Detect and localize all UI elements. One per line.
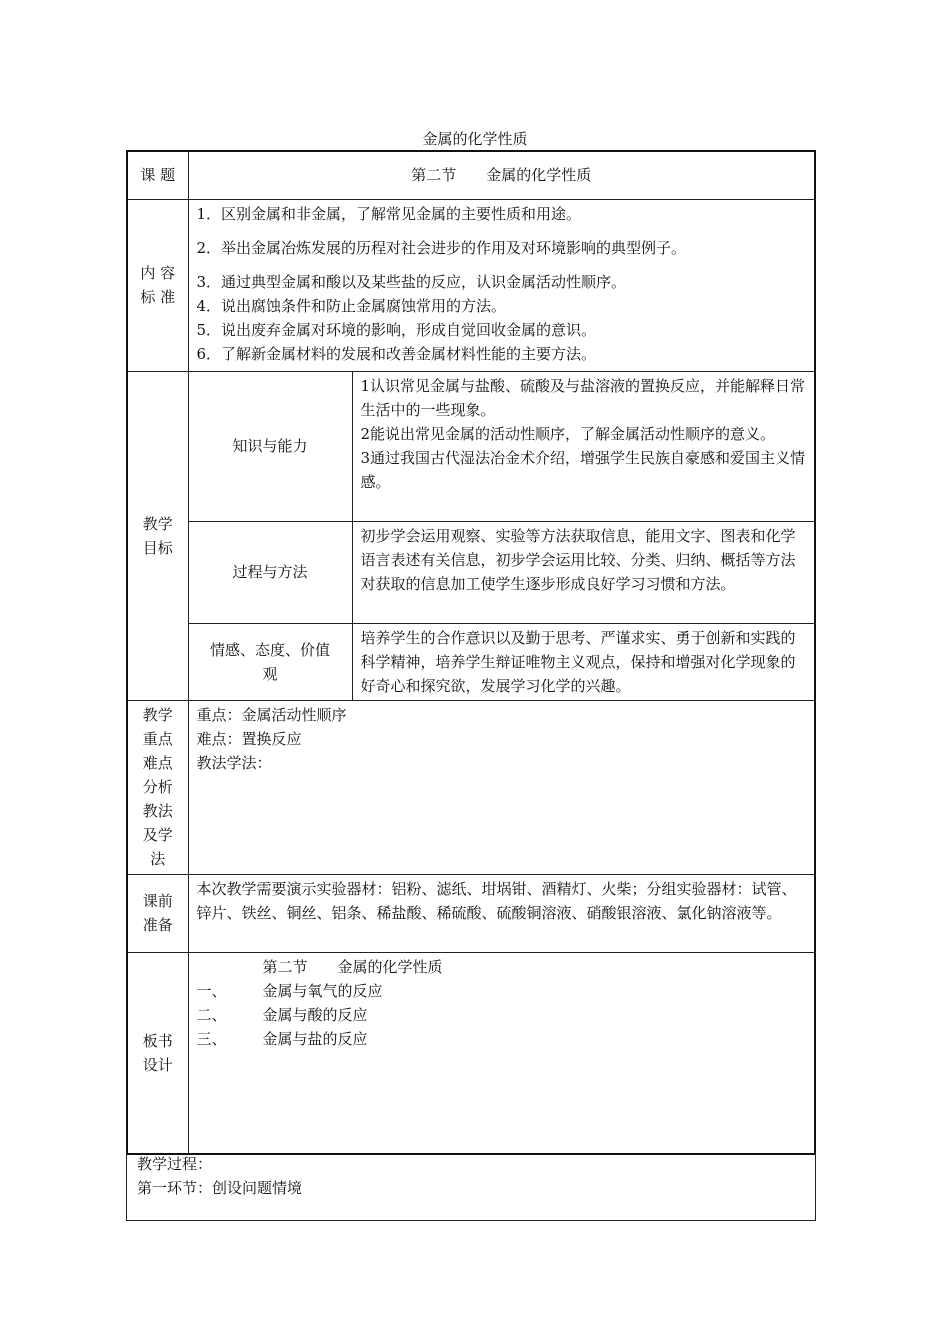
topic-label: 课 题	[127, 151, 188, 199]
emotion-text: 培养学生的合作意识以及勤于思考、严谨求实、勇于创新和实践的科学精神，培养学生辩证唯物主义观点，保持和增强对化学现象的好奇心和探究欲，发展学习化学的兴趣。	[352, 623, 815, 700]
keypoints-text: 重点：金属活动性顺序 难点：置换反应 教法学法：	[188, 700, 815, 874]
topic-value: 第二节 金属的化学性质	[188, 151, 815, 199]
keypoints-label: 教学 重点 难点 分析 教法 及学 法	[127, 700, 188, 874]
board-item: 一、 金属与氧气的反应	[196, 981, 383, 1000]
board-label: 板书 设计	[127, 952, 188, 1154]
preparation-label: 课前 准备	[127, 874, 188, 952]
content-standard-list	[188, 199, 815, 371]
standard-item: 4．说出腐蚀条件和防止金属腐蚀常用的方法。	[196, 296, 507, 315]
topic-row	[127, 151, 815, 199]
standard-item: 6．了解新金属材料的发展和改善金属材料性能的主要方法。	[196, 344, 597, 363]
board-item: 二、 金属与酸的反应	[196, 1005, 368, 1024]
board-title: 第二节 金属的化学性质	[262, 957, 443, 976]
board-row	[127, 952, 815, 1154]
lesson-plan-table	[126, 150, 816, 1155]
standard-item: 5．说出废弃金属对环境的影响，形成自觉回收金属的意识。	[196, 320, 597, 339]
standard-item: 3．通过典型金属和酸以及某些盐的反应，认识金属活动性顺序。	[196, 272, 627, 291]
process-method-text: 初步学会运用观察、实验等方法获取信息，能用文字、图表和化学语言表述有关信息，初步学会运用比较、分类、归纳、概括等方法对获取的信息加工使学生逐步形成良好学习习惯和方法。	[352, 521, 815, 623]
preparation-row	[127, 874, 815, 952]
knowledge-text: 1认识常见金属与盐酸、硫酸及与盐溶液的置换反应，并能解释日常生活中的一些现象。 2能说出常见金属的活动性顺序，了解金属活动性顺序的意义。 3通过我国古代湿法冶金术介绍，增强学生民族自豪感和爱国主义情感。	[352, 371, 815, 521]
teaching-process-section	[126, 1152, 816, 1221]
board-design	[188, 952, 815, 1154]
standard-item: 1．区别金属和非金属，了解常见金属的主要性质和用途。	[196, 204, 582, 223]
board-item: 三、 金属与盐的反应	[196, 1029, 368, 1048]
goals-label: 教学 目标	[127, 371, 188, 700]
preparation-text: 本次教学需要演示实验器材：铝粉、滤纸、坩埚钳、酒精灯、火柴；分组实验器材：试管、锌片、铁丝、铜丝、铝条、稀盐酸、稀硫酸、硫酸铜溶液、硝酸银溶液、氯化钠溶液等。	[188, 874, 815, 952]
document-title: 金属的化学性质	[422, 130, 528, 148]
emotion-label: 情感、态度、价值 观	[188, 623, 352, 700]
content-standard-label: 内 容 标 准	[127, 199, 188, 371]
process-first-step: 第一环节：创设问题情境	[137, 1179, 303, 1197]
process-title: 教学过程：	[137, 1155, 213, 1173]
standard-item: 2．举出金属冶炼发展的历程对社会进步的作用及对环境影响的典型例子。	[196, 238, 687, 257]
keypoints-row	[127, 700, 815, 874]
goal-process-row	[127, 521, 815, 623]
content-standard-row	[127, 199, 815, 371]
goal-knowledge-row	[127, 371, 815, 521]
goal-emotion-row	[127, 623, 815, 700]
knowledge-label: 知识与能力	[188, 371, 352, 521]
process-method-label: 过程与方法	[188, 521, 352, 623]
